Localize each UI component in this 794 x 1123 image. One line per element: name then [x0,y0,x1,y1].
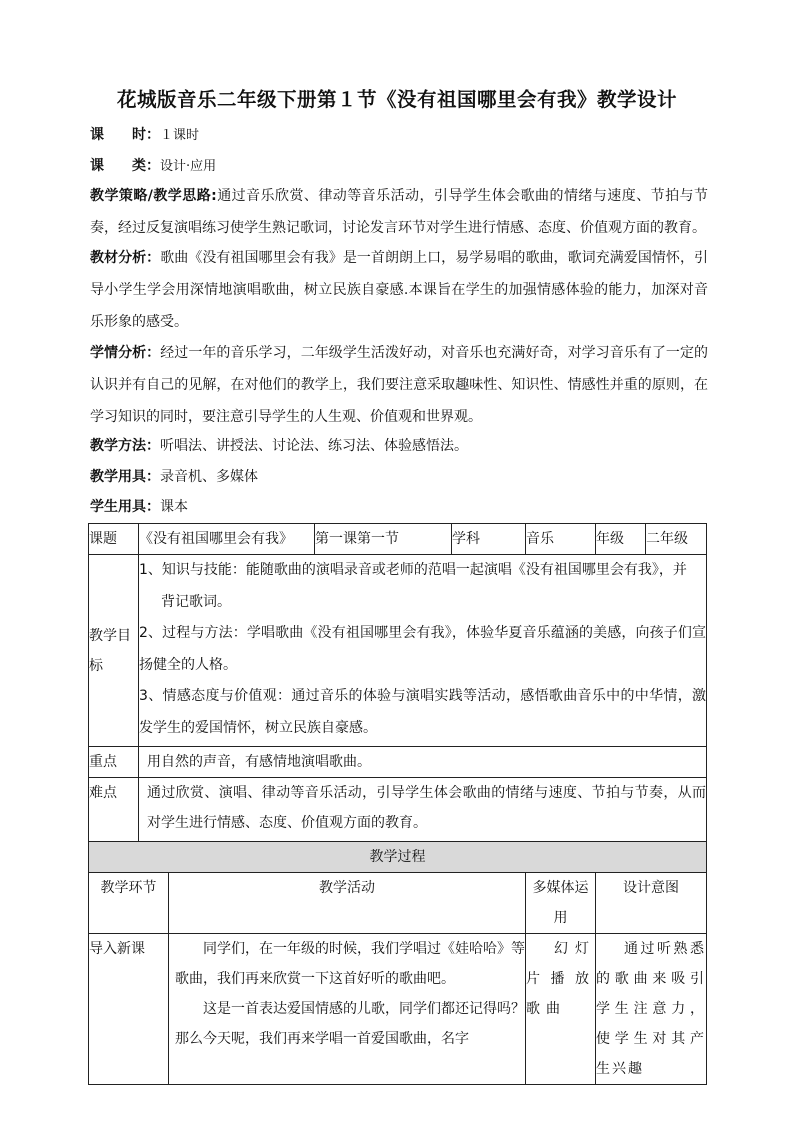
key-point-label-cell: 重点 [89,747,139,778]
lesson-number-cell: 第一课第一节 [315,524,452,555]
process-col-activity: 教学活动 [169,873,526,934]
intro-activity-cell [169,934,526,1085]
table-row [89,555,707,747]
method-paragraph [90,430,708,462]
intro-intent-cell: 通过听熟悉的歌曲来吸引学生注意力，使学生对其产生兴趣 [596,934,707,1085]
table-row [89,842,707,873]
student-tools-text: 课本 [160,499,188,515]
method-label: 教学方法： [90,438,160,454]
grade-label-cell: 年级 [596,524,646,555]
goal-item: 1、知识与技能：能随歌曲的演唱录音或老师的范唱一起演唱《没有祖国哪里会有我》，并 [139,562,687,578]
tools-text: 录音机、多媒体 [160,469,258,485]
method-text: 听唱法、讲授法、讨论法、练习法、体验感悟法。 [160,438,468,454]
goal-item: 3、情感态度与价值观：通过音乐的体验与演唱实践等活动，感悟歌曲音乐中的中华情，激发学生的爱国情怀，树立民族自豪感。 [139,688,706,736]
material-label: 教材分析： [90,250,161,266]
class-hours-line [90,124,710,147]
subject-label-cell: 学科 [452,524,526,555]
goals-cell [139,555,707,747]
table-row [89,747,707,778]
intro-media-cell: 幻灯片播放歌曲 [526,934,596,1085]
intro-activity-p1: 同学们，在一年级的时候，我们学唱过《娃哈哈》等歌曲，我们再来欣赏一下这首好听的歌曲吧。 [175,941,525,987]
class-type-label: 课 类： [90,158,160,174]
topic-value-cell: 《没有祖国哪里会有我》 [139,524,315,555]
topic-label-cell: 课题 [89,524,139,555]
class-hours-label: 课 时： [90,127,160,143]
process-col-intent: 设计意图 [596,873,707,934]
tools-label: 教学用具： [90,469,160,485]
process-col-media: 多媒体运用 [526,873,596,934]
process-header-cell: 教学过程 [89,842,707,873]
strategy-paragraph [90,180,708,244]
key-point-cell: 用自然的声音，有感情地演唱歌曲。 [139,747,707,778]
class-type-line [90,155,710,178]
class-hours-value: １课时 [160,128,200,143]
table-row [89,778,707,842]
grade-value-cell: 二年级 [646,524,707,555]
document-title: 花城版音乐二年级下册第１节《没有祖国哪里会有我》教学设计 [116,88,677,111]
goal-item: 背记歌词。 [161,593,231,610]
tools-paragraph [90,461,708,493]
material-text: 歌曲《没有祖国哪里会有我》是一首朗朗上口，易学易唱的歌曲，歌词充满爱国情怀，引导小学生学会用深情地演唱歌曲，树立民族自豪感.本课旨在学生的加强情感体验的能力，加深对音乐形象的感受。 [90,250,708,330]
goals-label-cell: 教学目标 [89,555,139,747]
subject-value-cell: 音乐 [526,524,596,555]
material-paragraph [90,242,708,338]
learner-paragraph [90,337,708,433]
student-tools-paragraph [90,491,708,523]
goal-item: 2、过程与方法：学唱歌曲《没有祖国哪里会有我》，体验华夏音乐蕴涵的美感，向孩子们宣扬健全的人格。 [139,625,706,673]
table-row [89,524,707,555]
lesson-table [88,523,707,1085]
process-col-stage: 教学环节 [89,873,169,934]
difficulty-label-cell: 难点 [89,778,139,842]
learner-label: 学情分析： [90,345,161,361]
student-tools-label: 学生用具： [90,499,160,515]
learner-text: 经过一年的音乐学习，二年级学生活泼好动，对音乐也充满好奇，对学习音乐有了一定的认识并有自己的见解，在对他们的教学上，我们要注意采取趣味性、知识性、情感性并重的原则，在学习知识的同时，要注意引导学生的人生观、价值观和世界观。 [90,345,708,425]
table-row [89,873,707,934]
intro-stage-cell: 导入新课 [89,934,169,1085]
table-row [89,934,707,1085]
strategy-label: 教学策略/教学思路: [90,188,217,204]
intro-activity-p2: 这是一首表达爱国情感的儿歌，同学们都还记得吗？那么今天呢，我们再来学唱一首爱国歌曲，名字 [175,1001,525,1047]
strategy-text: 通过音乐欣赏、律动等音乐活动，引导学生体会歌曲的情绪与速度、节拍与节奏，经过反复演唱练习使学生熟记歌词，讨论发言环节对学生进行情感、态度、价值观方面的教育。 [90,188,708,236]
class-type-value: 设计·应用 [160,159,217,174]
difficulty-cell: 通过欣赏、演唱、律动等音乐活动，引导学生体会歌曲的情绪与速度、节拍与节奏，从而对学生进行情感、态度、价值观方面的教育。 [139,778,707,842]
